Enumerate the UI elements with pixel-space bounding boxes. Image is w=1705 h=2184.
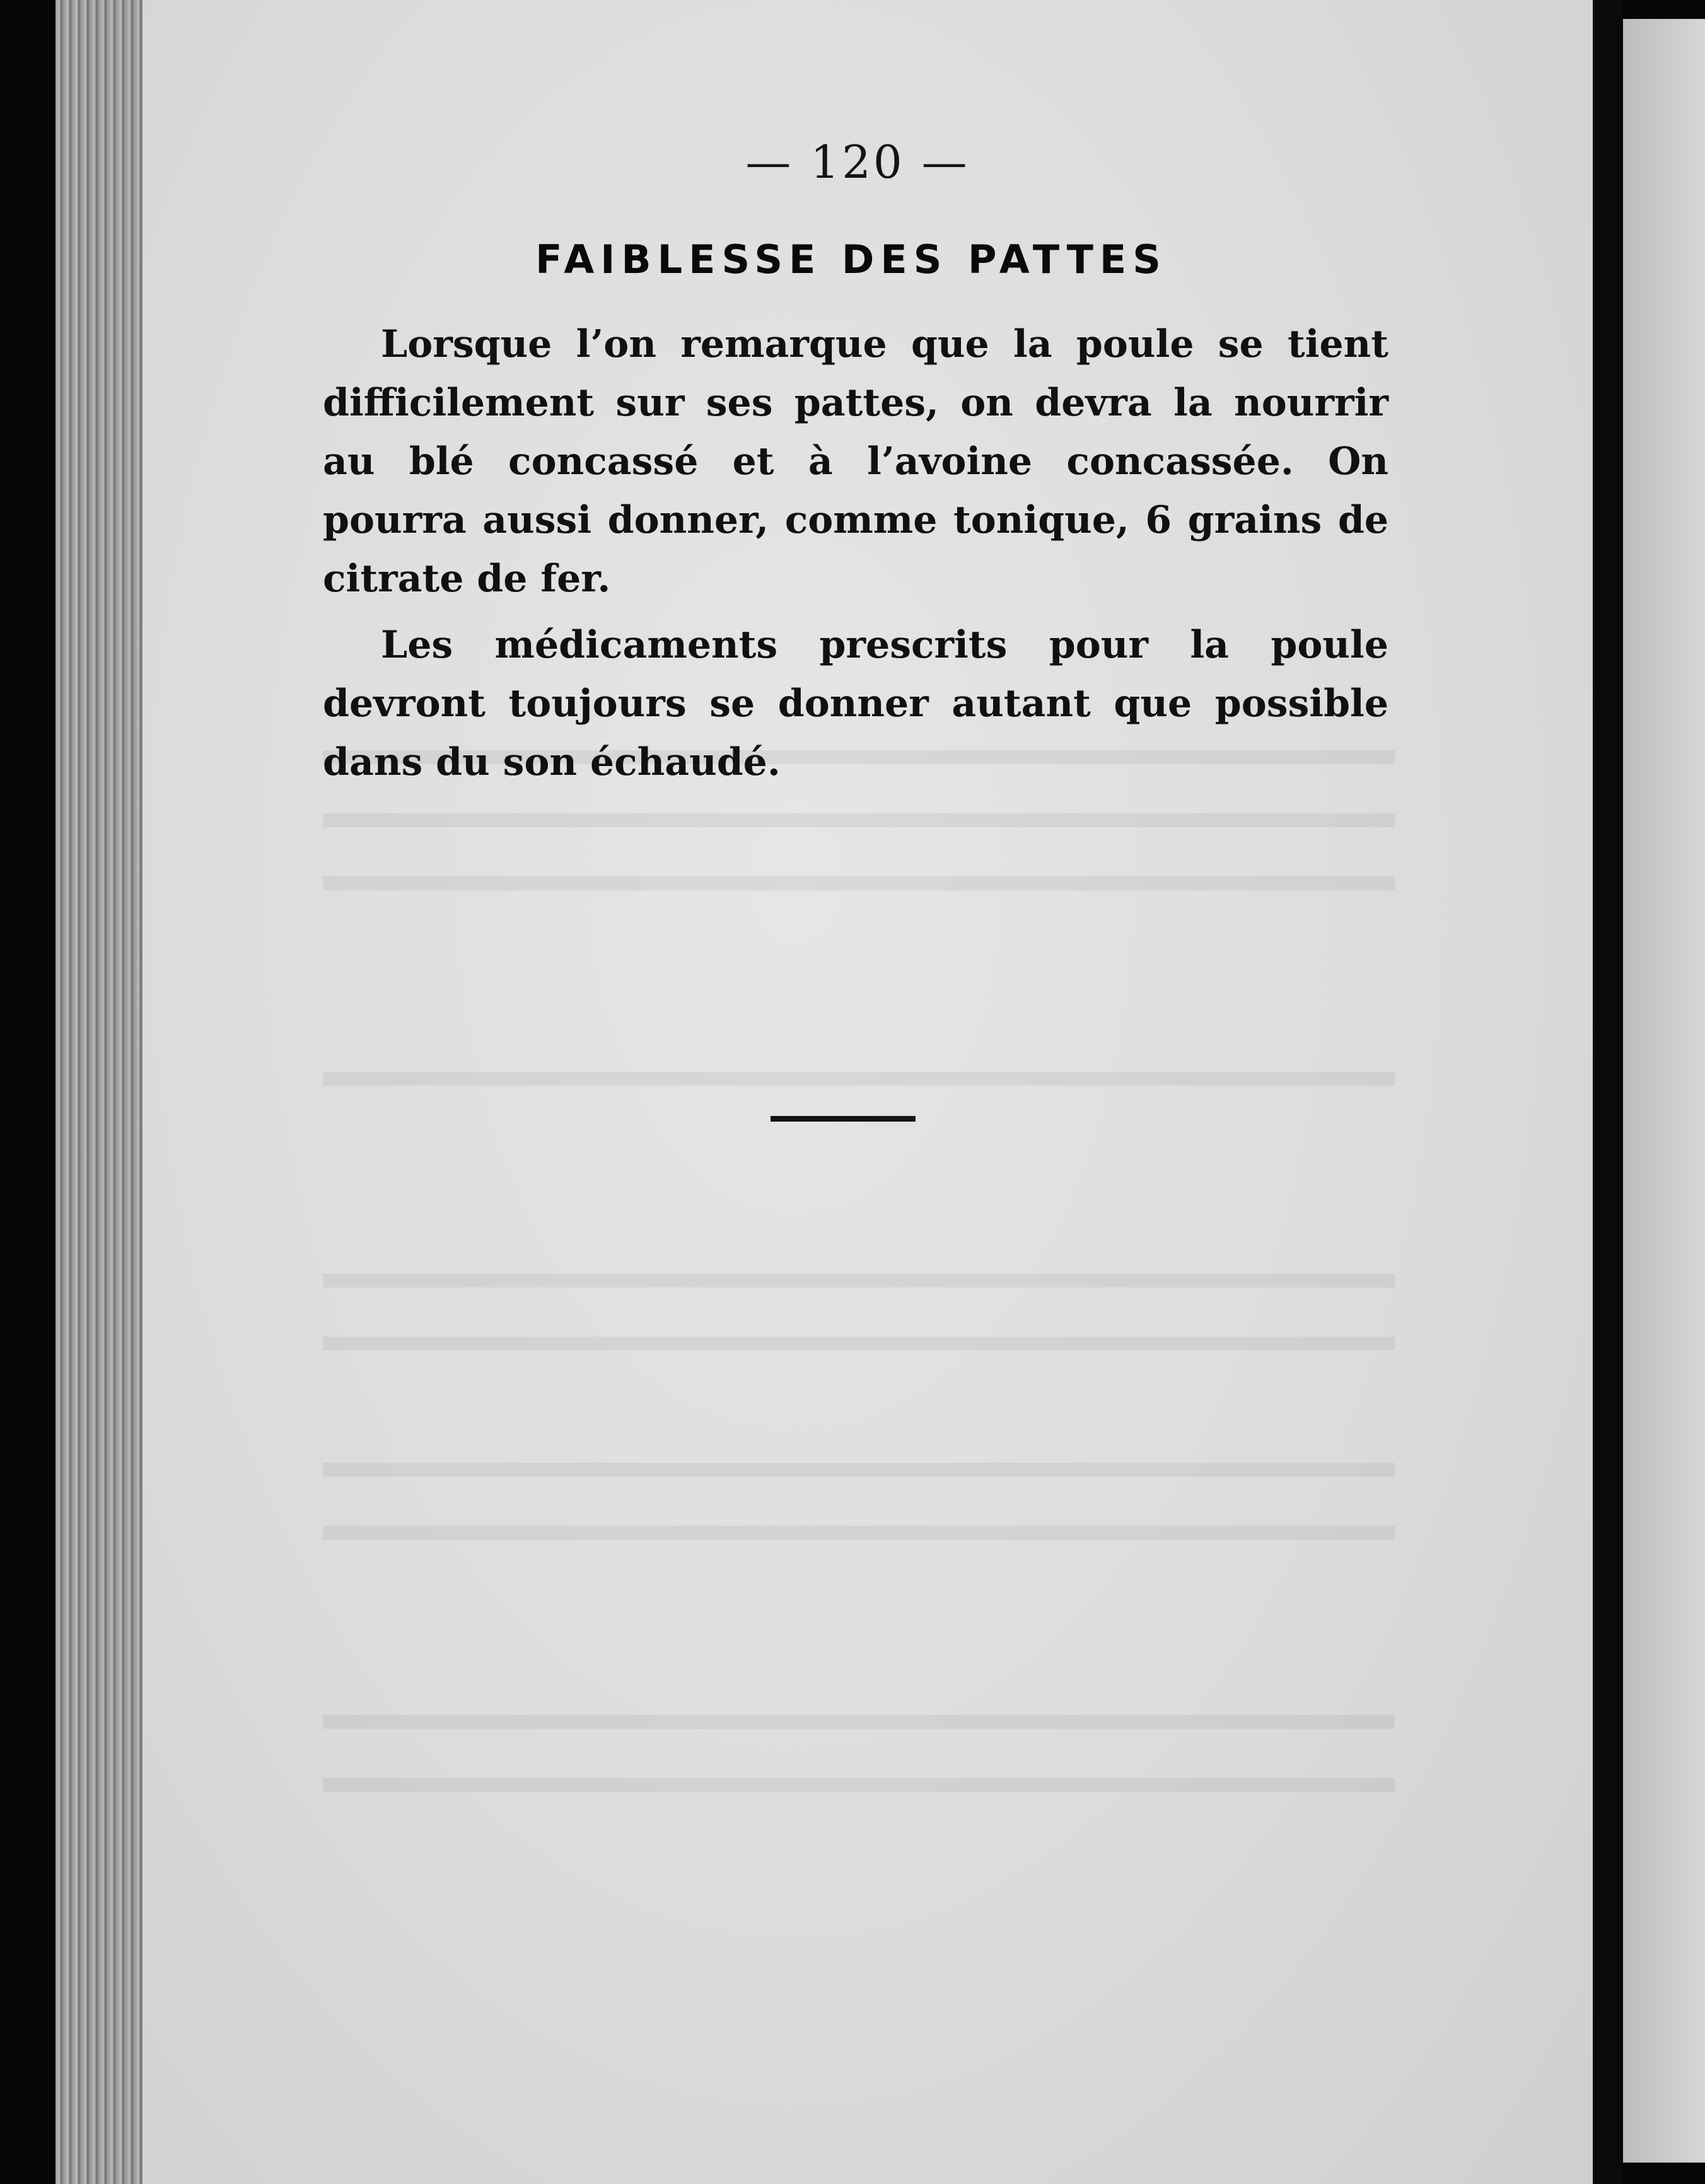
section-title: FAIBLESSE DES PATTES (535, 236, 1167, 282)
show-through (323, 1337, 1395, 1350)
book-spine (1593, 0, 1623, 2184)
page-number-header: — 120 — (745, 136, 970, 189)
show-through (323, 1072, 1395, 1086)
show-through (323, 876, 1395, 890)
show-through (323, 1526, 1395, 1540)
adjacent-page-edge (1623, 19, 1705, 2163)
body-text (323, 315, 1388, 799)
show-through (323, 813, 1395, 827)
page-edges (55, 0, 150, 2184)
show-through (323, 1274, 1395, 1287)
paragraph: Lorsque l’on remarque que la poule se tient difficilement sur ses pattes, on devra la nourrir au blé concassé et à l’avoine concassée. On pourra aussi donner, comme tonique, 6 grains de citrate de fer. (323, 322, 1388, 601)
closing-rule (771, 1116, 916, 1122)
show-through (323, 1778, 1395, 1792)
show-through (323, 1715, 1395, 1729)
paragraph: Les médicaments prescrits pour la poule devront toujours se donner autant que possible dans du son échaudé. (323, 623, 1388, 784)
show-through (323, 1463, 1395, 1477)
